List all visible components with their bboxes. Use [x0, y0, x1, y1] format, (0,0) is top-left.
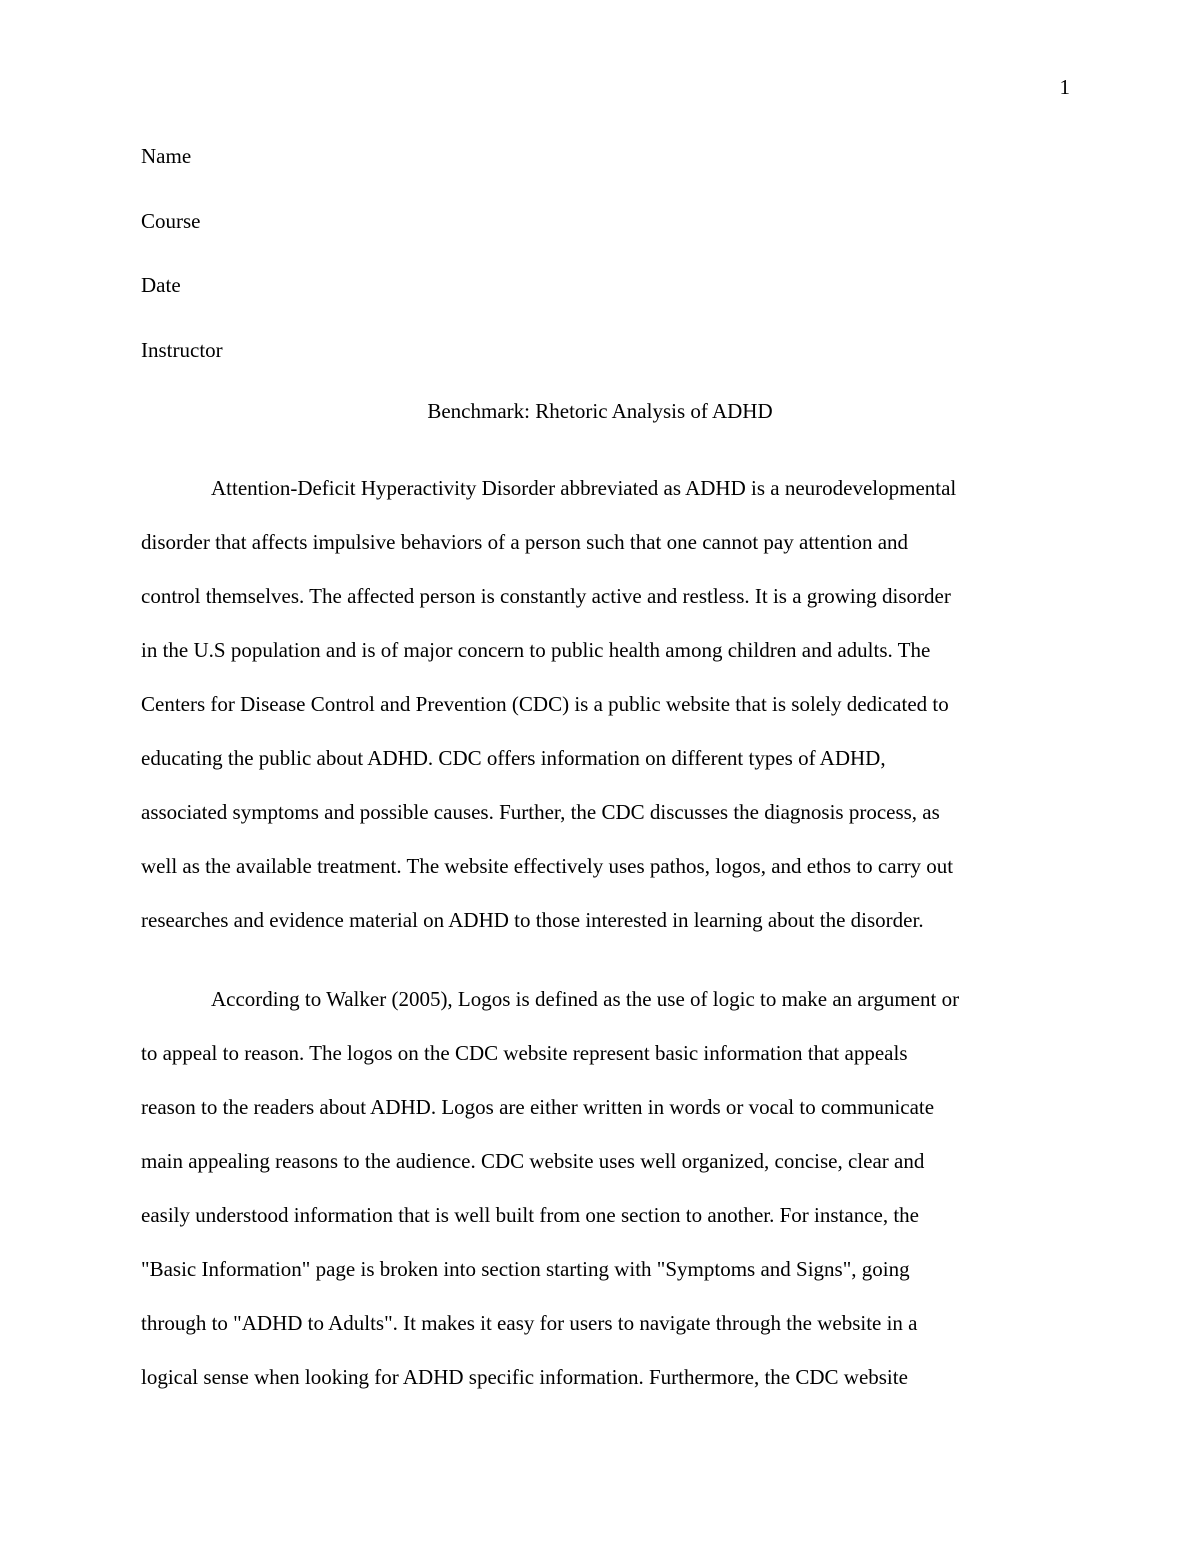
paragraph-line: disorder that affects impulsive behaviors of a person such that one cannot pay attention and: [141, 530, 909, 554]
document-title: Benchmark: Rhetoric Analysis of ADHD: [427, 399, 773, 423]
paragraph-line: logical sense when looking for ADHD specific information. Furthermore, the CDC website: [141, 1365, 908, 1389]
page-number: 1: [1059, 75, 1070, 99]
paragraph-line: main appealing reasons to the audience. CDC website uses well organized, concise, clear and: [141, 1149, 925, 1173]
paragraph-line: researches and evidence material on ADHD to those interested in learning about the disorder.: [141, 908, 924, 932]
paragraph-line: Attention-Deficit Hyperactivity Disorder abbreviated as ADHD is a neurodevelopmental: [211, 476, 957, 500]
paragraph-line: Centers for Disease Control and Prevention (CDC) is a public website that is solely dedicated to: [141, 692, 949, 716]
paragraph-logos: [141, 984, 1053, 1416]
paragraph-line: reason to the readers about ADHD. Logos are either written in words or vocal to communicate: [141, 1095, 935, 1119]
date-line: Date: [141, 273, 181, 297]
course-name: Course: [141, 208, 201, 233]
paragraph-line: control themselves. The affected person is constantly active and restless. It is a growing disorder: [141, 584, 951, 608]
paragraph-line: associated symptoms and possible causes. Further, the CDC discusses the diagnosis process, as: [141, 800, 940, 824]
paragraph-line: "Basic Information" page is broken into section starting with "Symptoms and Signs", going: [141, 1257, 910, 1281]
student-name: Name: [141, 144, 192, 168]
heading-block: [141, 141, 1061, 399]
paragraph-line: well as the available treatment. The website effectively uses pathos, logos, and ethos to carry out: [141, 854, 954, 878]
paragraph-line: in the U.S population and is of major concern to public health among children and adults. The: [141, 638, 931, 662]
paragraph-line: educating the public about ADHD. CDC offers information on different types of ADHD,: [141, 746, 886, 770]
instructor-name: Instructor: [141, 337, 223, 362]
paragraph-line: to appeal to reason. The logos on the CDC website represent basic information that appeals: [141, 1041, 908, 1065]
paragraph-line: According to Walker (2005), Logos is defined as the use of logic to make an argument or: [211, 987, 960, 1011]
paragraph-line: through to "ADHD to Adults". It makes it easy for users to navigate through the website in a: [141, 1311, 918, 1335]
paragraph-introduction: [141, 473, 1053, 959]
paragraph-line: easily understood information that is well built from one section to another. For instance, the: [141, 1203, 920, 1227]
